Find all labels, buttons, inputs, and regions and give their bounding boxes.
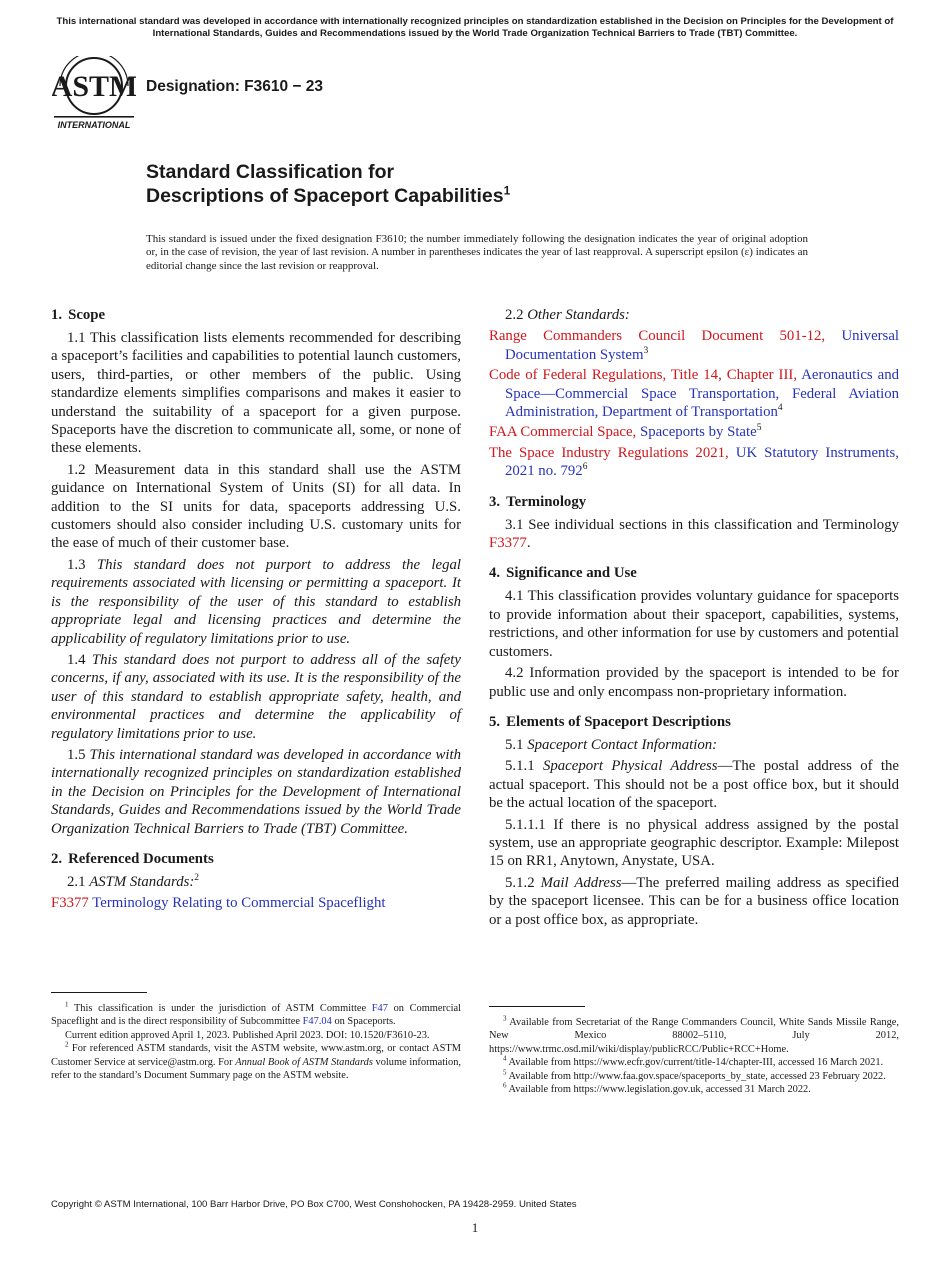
title-line-2: Descriptions of Spaceport Capabilities <box>146 185 504 207</box>
document-title <box>146 160 510 208</box>
title-footnote-marker: 1 <box>503 183 511 198</box>
ref-cfr: Code of Federal Regulations, Title 14, Chapter III, Aeronautics and Space—Commercial Space Transportation, Federal Aviation Administration, Department of Transportation$^4$ <box>489 367 900 421</box>
issuance-preamble: This standard is issued under the fixed designation F3610; the number immediately following the designation indicates the year of original adoption or, in the case of revision, the year of last revision. A number in parentheses indicates the year of last reapproval. A superscript epsilon (ε) indicates an editorial change since the last revision or reapproval. <box>146 233 808 272</box>
para-5-1: 5.1 Spaceport Contact Information: <box>505 736 718 753</box>
logo-wordmark: INTERNATIONAL <box>57 120 131 130</box>
para-1-4: 1.4 This standard does not purport to address all of the safety concerns, if any, associated with its use. It is the responsibility of the user of this standard to establish appropriate safety, health, and environmental practices and determine the applicability of regulatory limitations prior to use. <box>51 651 461 742</box>
ref-faa: FAA Commercial Space, Spaceports by State$^5$ <box>489 423 762 441</box>
page-number: 1 <box>471 1220 479 1235</box>
section-4-heading: 4. Significance and Use <box>489 565 637 582</box>
footnote-1: $^1$ This classification is under the jurisdiction of ASTM Committee F47 on Commercial Spaceflight and is the direct responsibility of Subcommittee F47.04 on Spaceports. <box>51 1000 461 1028</box>
ref-cfr-link[interactable]: Code of Federal Regulations, Title 14, Chapter III, <box>489 367 798 384</box>
section-1-heading: 1. Scope <box>51 307 106 323</box>
astm-logo-icon <box>52 56 136 132</box>
footnote-5: $^5$ Available from http://www.faa.gov.space/spaceports_by_state, accessed 23 February 2022. <box>503 1068 886 1082</box>
subcommittee-f47-04-link[interactable]: F47.04 <box>302 1016 332 1028</box>
ref-uk-regs: The Space Industry Regulations 2021, UK Statutory Instruments, 2021 no. $792^6$ <box>489 444 900 480</box>
copyright-notice: Copyright © ASTM International, 100 Barr Harbor Drive, PO Box C700, West Conshohocken, PA 19428-2959. United States <box>51 1199 577 1210</box>
terminology-f3377-link[interactable]: F3377 <box>489 535 527 552</box>
standardization-notice: This international standard was developed in accordance with internationally recognized principles on standardization established in the Decision on Principles for the Development of International Standards, Guides and Recommendations issued by the World Trade Organization Technical Barriers to Trade (TBT) Committee. <box>56 16 894 39</box>
para-1-1: 1.1 This classification lists elements recommended for describing a spaceport’s facilities and capabilities to potential launch customers, users, third-parties, or other members of the public. Using standardize elements simplifies comparisons and makes it easier to understand the suitability of a spaceport for a given purpose. Spaceports have the discretion to communicate all, some, or none of these elements. <box>51 330 461 457</box>
left-column <box>51 306 461 915</box>
ref-f3377 <box>51 894 461 912</box>
para-5-1-2: 5.1.2 Mail Address—The preferred mailing address as specified by the spaceport licensee. This can be for a business office location or a post office box, as appropriate. <box>489 874 900 928</box>
para-2-2: 2.2 Other Standards: <box>505 307 630 323</box>
para-4-2: 4.2 Information provided by the spaceport is intended to be for public use and only encompass non-proprietary information. <box>489 665 899 700</box>
ref-rcc: Range Commanders Council Document 501-12, Universal Documentation System$^3$ <box>489 328 899 363</box>
para-1-3: 1.3 This standard does not purport to address the legal requirements associated with licensing or permitting a spaceport. It is the responsibility of the user of this standard to establish appropriate legal and licensing practices and determine the applicability of regulatory limitations prior to use. <box>51 556 462 647</box>
section-2-heading: 2. Referenced Documents <box>51 850 214 867</box>
section-5-heading: 5. Elements of Spaceport Descriptions <box>489 713 731 730</box>
right-column <box>489 306 899 932</box>
ref-faa-title-link[interactable]: Spaceports by State <box>639 424 757 441</box>
footnote-rule-left <box>51 992 147 993</box>
para-3-1: 3.1 See individual sections in this classification and Terminology F3377. <box>489 516 899 552</box>
footnote-2: $^2$ For referenced ASTM standards, visit the ASTM website, www.astm.org, or contact ASTM Customer Service at service@astm.org. For Annual Book of ASTM Standards volume information, refer to the standard’s Document Summary page on the ASTM website. <box>51 1040 461 1082</box>
committee-f47-link[interactable]: F47 <box>371 1003 388 1014</box>
para-1-5: 1.5 This international standard was developed in accordance with internationally recognized principles on standardization established in the Decision on Principles for the Development of International Standards, Guides and Recommendations issued by the World Trade Organization Technical Barriers to Trade (TBT) Committee. <box>51 746 461 837</box>
logo-letters: ASTM <box>52 70 136 103</box>
footnote-rule-right <box>489 1006 585 1007</box>
para-5-1-1-1: 5.1.1.1 If there is no physical address assigned by the postal system, use an appropriate geographic descriptor. Example: Milepost 15 on RR1, Anytown, Anystate, USA. <box>489 816 899 870</box>
section-3-heading: 3. Terminology <box>489 493 587 510</box>
designation: Designation: F3610 − 23 <box>146 78 324 95</box>
para-2-1: 2.1 ASTM Standards:$^2$ <box>67 873 200 890</box>
footnotes-left <box>51 1002 461 1082</box>
ref-f3377-link[interactable]: F3377 <box>51 895 89 912</box>
footnote-6: $^6$ Available from https://www.legislation.gov.uk, accessed 31 March 2022. <box>503 1081 811 1096</box>
footnote-1-edition: Current edition approved April 1, 2023. Published April 2023. DOI: 10.1520/F3610-23. <box>65 1029 430 1041</box>
ref-faa-link[interactable]: FAA Commercial Space, <box>489 424 637 441</box>
title-line-1: Standard Classification for <box>146 161 395 183</box>
ref-uk-regs-link[interactable]: The Space Industry Regulations 2021, <box>489 444 729 461</box>
ref-cfr-title-link[interactable]: Aeronautics and Space—Commercial Space Transportation, Federal Aviation Administration, Department of Transportation <box>505 367 900 421</box>
ref-rcc-title-link[interactable]: Universal Documentation System <box>505 328 899 363</box>
footnote-3: $^3$ Available from Secretariat of the Range Commanders Council, White Sands Missile Range, New Mexico 88002–5110, July 2012, https://www.trmc.osd.mil/wiki/display/publicRCC/Public+RCC+Home. <box>489 1014 899 1055</box>
para-1-2: 1.2 Measurement data in this standard shall use the ASTM guidance on International System of Units (SI) for all data. In addition to the SI units for data, spaceports addressing U.S. customers should also consider including U.S. customary units for the ease of much of their customer base. <box>51 461 461 552</box>
para-4-1: 4.1 This classification provides voluntary guidance for spaceports to provide information about their spaceport, capabilities, systems, restrictions, and other information for use by customers and potential customers. <box>489 588 899 660</box>
ref-rcc-link[interactable]: Range Commanders Council Document 501-12, <box>489 328 826 345</box>
footnotes-right <box>489 1016 899 1096</box>
para-5-1-1: 5.1.1 Spaceport Physical Address—The postal address of the actual spaceport. This should not be a post office box, but it should be the actual location of the spaceport. <box>489 758 899 812</box>
ref-uk-regs-title-link[interactable]: UK Statutory Instruments, 2021 no. 792 <box>505 444 900 480</box>
astm-logo <box>52 56 136 132</box>
ref-f3377-title-link[interactable]: Terminology Relating to Commercial Spaceflight <box>92 895 386 912</box>
footnote-4: $^4$ Available from https://www.ecfr.gov/current/title-14/chapter-III, accessed 16 March 2021. <box>503 1054 884 1069</box>
